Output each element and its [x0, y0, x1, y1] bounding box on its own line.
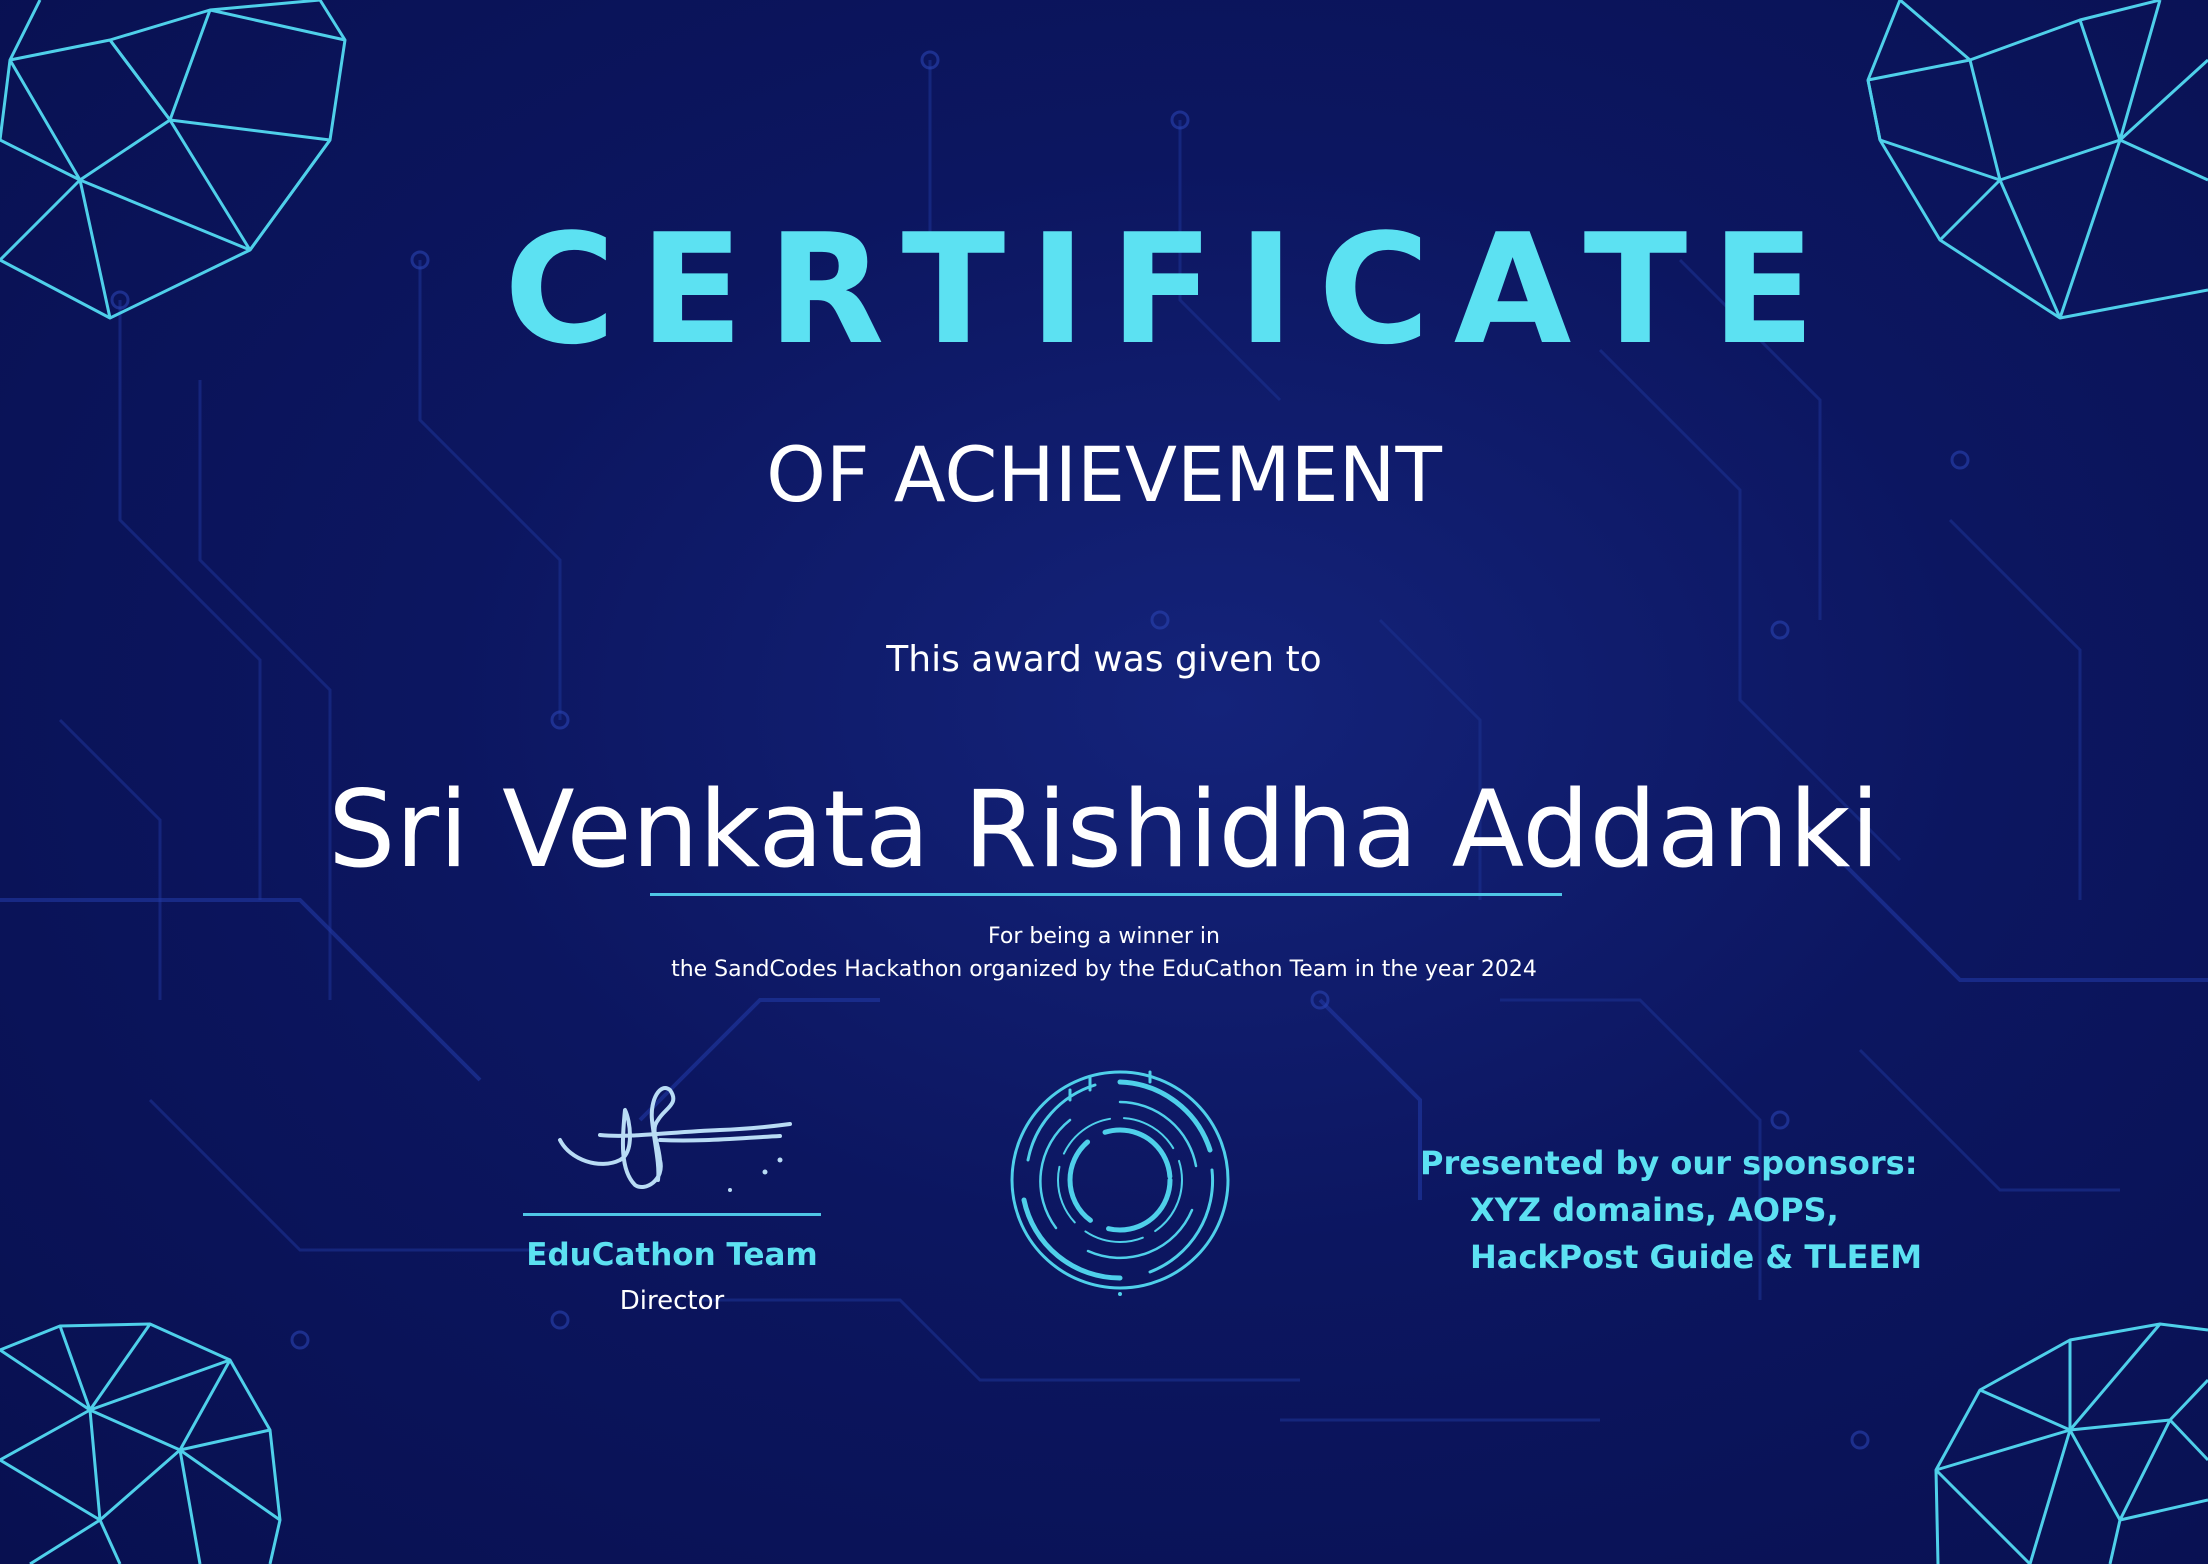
signature-line: [523, 1213, 821, 1216]
geodesic-sphere-bottom-left: [0, 1320, 290, 1564]
sponsors-line-2: HackPost Guide & TLEEM: [1470, 1238, 1923, 1276]
recipient-name: Sri Venkata Rishidha Addanki: [328, 768, 1880, 891]
reason-line-1: For being a winner in: [988, 924, 1220, 949]
certificate-subtitle: OF ACHIEVEMENT: [766, 430, 1442, 519]
signatory-team: EduCathon Team: [526, 1237, 818, 1273]
sponsors-line-1: XYZ domains, AOPS,: [1470, 1191, 1839, 1229]
certificate-title: CERTIFICATE: [504, 201, 1840, 378]
geodesic-sphere-top-left: [0, 0, 350, 330]
geodesic-sphere-bottom-right: [1930, 1320, 2208, 1564]
sponsors-block: [1400, 1140, 1960, 1281]
sponsors-heading: Presented by our sponsors:: [1420, 1144, 1918, 1182]
given-to-label: This award was given to: [886, 639, 1322, 680]
geodesic-sphere-top-right: [1860, 0, 2208, 330]
name-underline: [650, 893, 1562, 896]
signatory-role: Director: [619, 1286, 725, 1316]
reason-line-2: the SandCodes Hackathon organized by the EduCathon Team in the year 2024: [671, 957, 1537, 982]
circular-tech-emblem: [1000, 1060, 1240, 1300]
award-reason: [504, 920, 1704, 986]
director-signature: [540, 1080, 800, 1210]
